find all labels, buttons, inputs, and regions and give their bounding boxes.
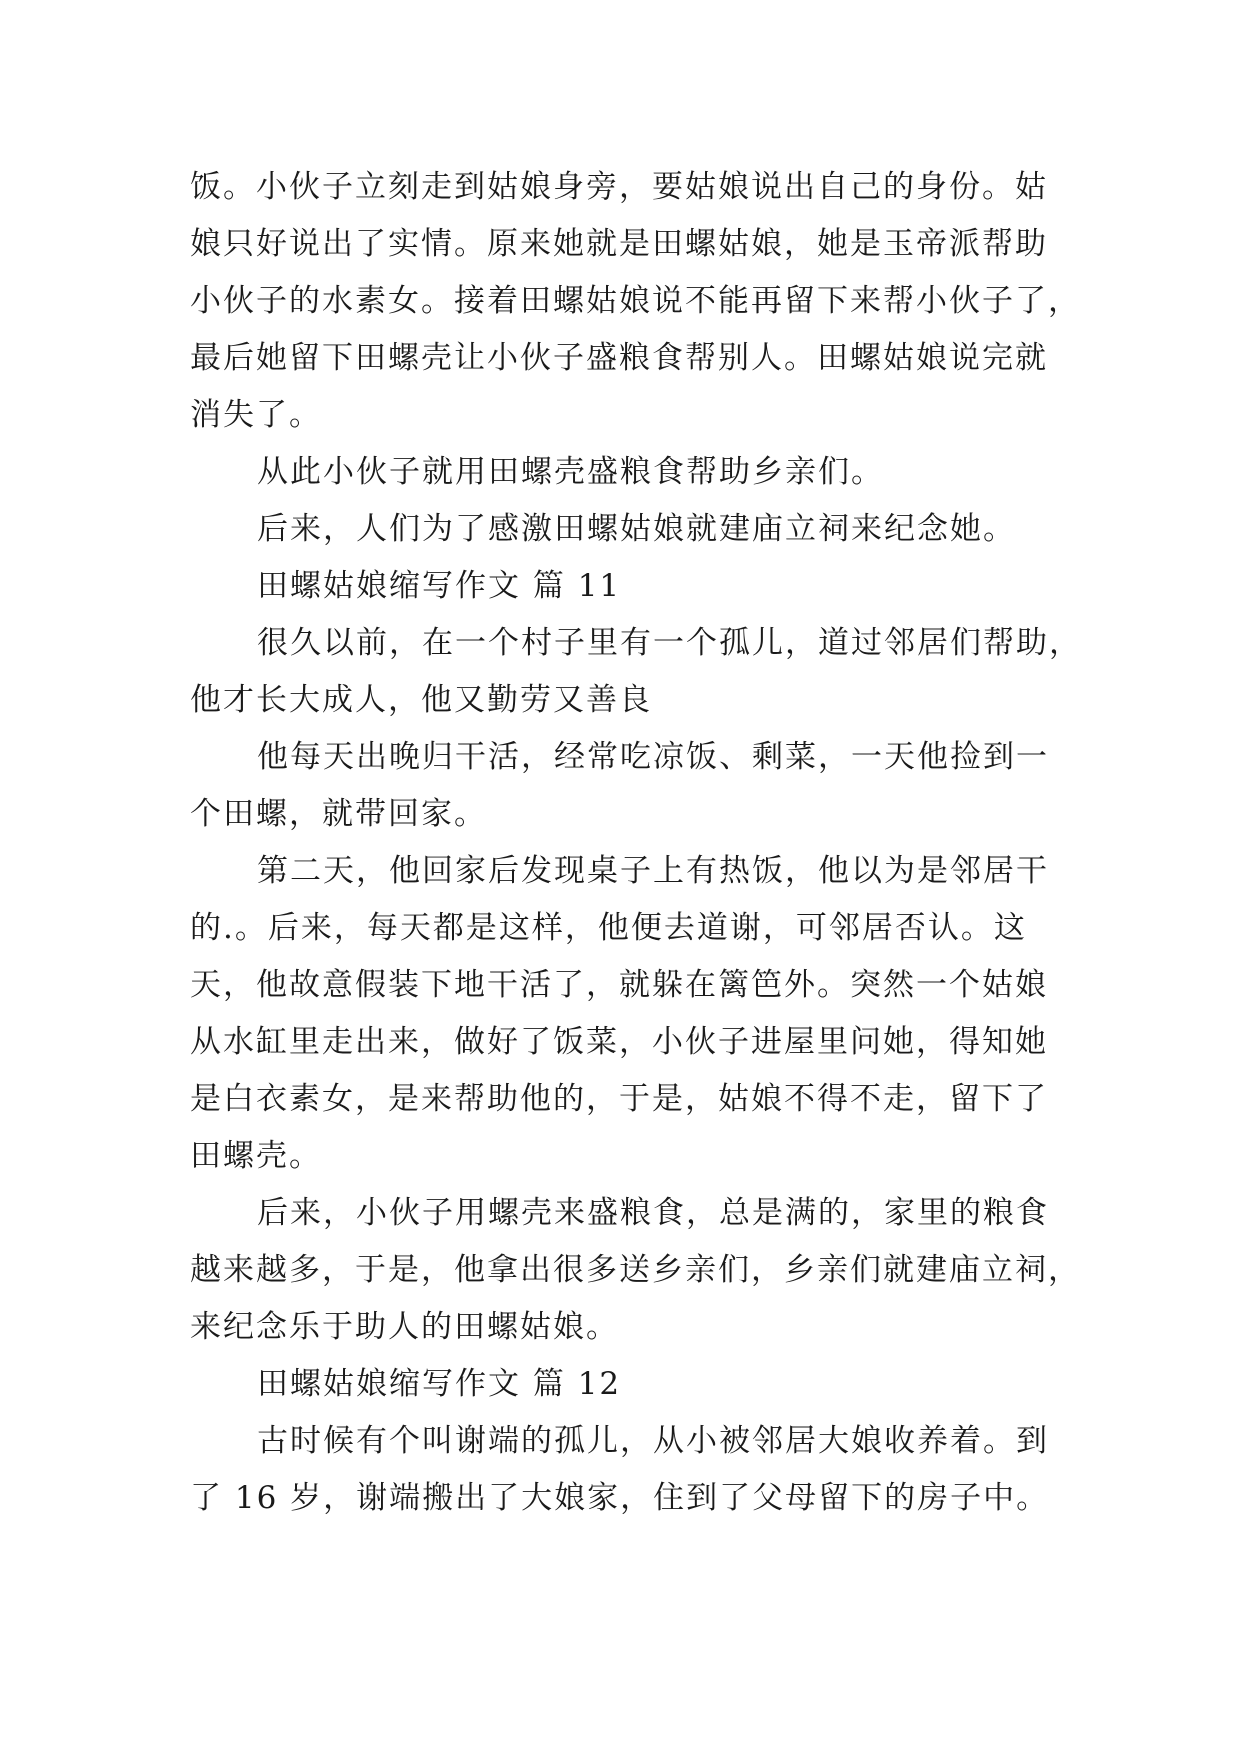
text-line: 娘只好说出了实情。原来她就是田螺姑娘，她是玉帝派帮助 [190,226,1048,262]
text-line: 了 16 岁，谢端搬出了大娘家，住到了父母留下的房子中。 [190,1480,1050,1516]
text-line: 田螺壳。 [190,1138,322,1174]
paragraph-line: 从此小伙子就用田螺壳盛粮食帮助乡亲们。 [257,454,884,490]
text-line: 越来越多，于是，他拿出很多送乡亲们，乡亲们就建庙立祠， [190,1252,1081,1288]
text-line: 他才长大成人，他又勤劳又善良 [190,682,652,718]
text-line: 是白衣素女，是来帮助他的，于是，姑娘不得不走，留下了 [190,1081,1048,1117]
paragraph-line: 古时候有个叫谢端的孤儿，从小被邻居大娘收养着。到 [257,1423,1049,1459]
text-line: 个田螺，就带回家。 [190,796,487,832]
paragraph-line: 后来，人们为了感激田螺姑娘就建庙立祠来纪念她。 [257,511,1016,547]
text-line: 天，他故意假装下地干活了，就躲在篱笆外。突然一个姑娘 [190,967,1048,1003]
paragraph-line: 他每天出晚归干活，经常吃凉饭、剩菜，一天他捡到一 [257,739,1049,775]
paragraph-line: 很久以前，在一个村子里有一个孤儿，道过邻居们帮助， [257,625,1082,661]
text-line: 最后她留下田螺壳让小伙子盛粮食帮别人。田螺姑娘说完就 [190,340,1048,376]
section-heading: 田螺姑娘缩写作文 篇 12 [257,1366,622,1402]
text-line: 来纪念乐于助人的田螺姑娘。 [190,1309,619,1345]
text-line: 从水缸里走出来，做好了饭菜，小伙子进屋里问她，得知她 [190,1024,1048,1060]
section-heading: 田螺姑娘缩写作文 篇 11 [257,568,622,604]
paragraph-line: 后来，小伙子用螺壳来盛粮食，总是满的，家里的粮食 [257,1195,1049,1231]
text-line: 小伙子的水素女。接着田螺姑娘说不能再留下来帮小伙子了， [190,283,1081,319]
text-line: 饭。小伙子立刻走到姑娘身旁，要姑娘说出自己的身份。姑 [190,169,1048,205]
text-line: 消失了。 [190,397,322,433]
text-line: 的.。后来，每天都是这样，他便去道谢，可邻居否认。这 [190,910,1027,946]
paragraph-line: 第二天，他回家后发现桌子上有热饭，他以为是邻居干 [257,853,1049,889]
